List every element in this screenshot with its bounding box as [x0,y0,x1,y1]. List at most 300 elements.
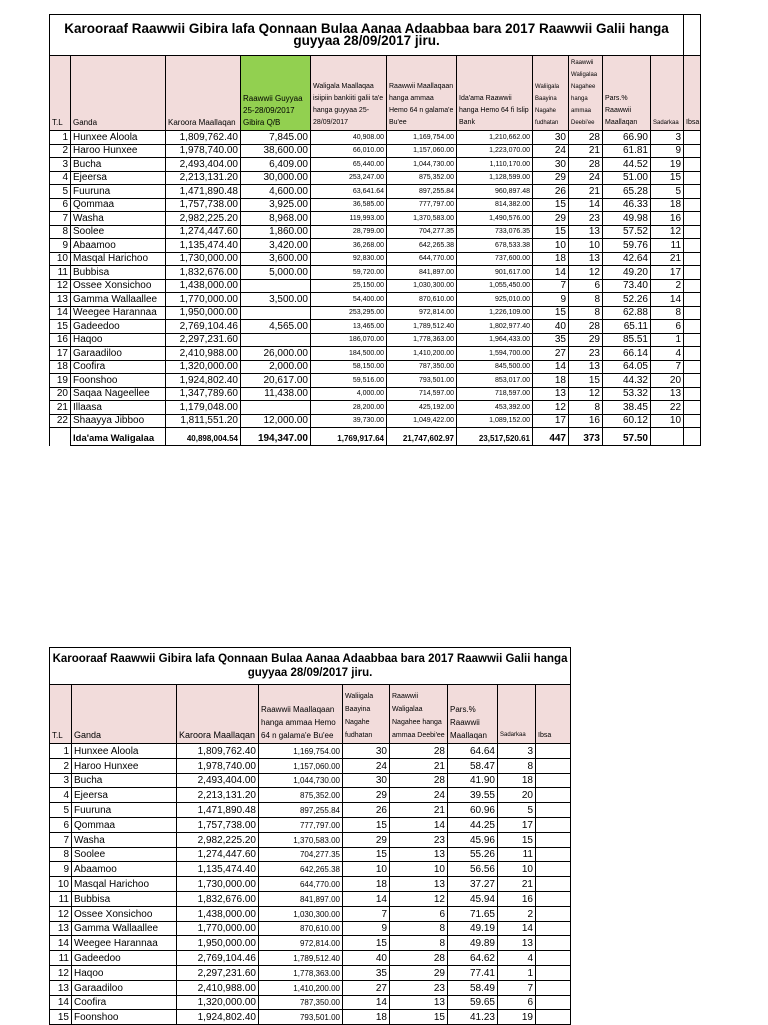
table-cell: 3,500.00 [241,293,311,307]
ganda-cell: Soolee [71,225,166,239]
ibsa-cell [684,387,701,401]
table-cell: 55.26 [448,847,498,862]
table-cell: 21 [390,803,448,818]
table-cell: 10 [533,239,569,253]
table-cell: 2,297,231.60 [177,965,259,980]
table-cell: 14 [343,891,390,906]
table-cell: 28 [390,773,448,788]
table-cell: 29 [390,965,448,980]
table-cell: 64.62 [448,951,498,966]
ganda-cell: Bubbisa [71,266,166,280]
table-cell: 2,982,225.20 [166,212,241,226]
ganda-cell: Bucha [71,158,166,172]
table-cell: 20,617.00 [241,374,311,388]
table-cell: 845,500.00 [457,360,533,374]
table-cell: 59,720.00 [311,266,387,280]
table-cell: 77.41 [448,965,498,980]
table-cell: 49.89 [448,936,498,951]
table-cell: 16 [569,414,603,428]
table-cell: 1,594,700.00 [457,347,533,361]
ganda-cell: Fuuruna [72,803,177,818]
table-cell: 1,044,730.00 [259,773,343,788]
table-cell: 2,213,131.20 [166,171,241,185]
ganda-cell: Garaadiloo [72,980,177,995]
table-cell: 20 [50,387,71,401]
table-cell: 6,409.00 [241,158,311,172]
total-karoora: 40,898,004.54 [166,428,241,446]
table-cell: 1,950,000.00 [177,936,259,951]
table-cell: 1,370,583.00 [387,212,457,226]
table-cell: 13 [50,293,71,307]
table-cell: 28,799.00 [311,225,387,239]
table-row [50,320,701,334]
table-cell: 21 [569,144,603,158]
ibsa-cell [684,239,701,253]
table-cell: 14 [533,360,569,374]
ganda-cell: Haqoo [71,333,166,347]
table-title: Karooraaf Raawwii Gibira lafa Qonnaan Bulaa Aanaa Adaabbaa bara 2017 Raawwii Galii hanga guyyaa 28/09/2017 jiru. [50,648,571,685]
table-cell: 1,757,738.00 [177,817,259,832]
table-cell: 1,964,433.00 [457,333,533,347]
table-row [50,744,571,759]
table-row [50,266,701,280]
table-cell: 13 [651,387,684,401]
table-body [50,744,571,1025]
table-cell: 14 [498,921,536,936]
table-cell: 1,811,551.20 [166,414,241,428]
table-cell: 6 [569,279,603,293]
ibsa-cell [536,1010,571,1025]
table-cell: 1,730,000.00 [177,877,259,892]
table-cell: 23 [569,212,603,226]
table-cell: 15 [651,171,684,185]
table-cell: 30 [533,131,569,145]
ganda-cell: Ejeersa [72,788,177,803]
ganda-cell: Ejeersa [71,171,166,185]
table-cell: 777,797.00 [259,817,343,832]
table-cell: 1,471,890.48 [177,803,259,818]
table-cell: 10 [651,414,684,428]
table-cell: 21 [569,185,603,199]
table-cell: 21 [651,252,684,266]
ibsa-cell [684,360,701,374]
ganda-cell: Gamma Wallaallee [72,921,177,936]
table-cell: 4,000.00 [311,387,387,401]
table-cell: 3,600.00 [241,252,311,266]
table-cell: 7 [651,360,684,374]
ganda-cell: Weegee Harannaa [72,936,177,951]
table-row [50,360,701,374]
table-cell: 1,223,070.00 [457,144,533,158]
table-cell: 14 [50,936,72,951]
ganda-cell: Saqaa Nageellee [71,387,166,401]
table-cell: 853,017.00 [457,374,533,388]
column-header: Raawwii Waligalaa Nagahee hanga ammaa Deebi'ee [390,685,448,744]
table-cell: 1,135,474.40 [166,239,241,253]
ganda-cell: Masqal Harichoo [71,252,166,266]
table-cell: 44.52 [603,158,651,172]
table-cell: 793,501.00 [259,1010,343,1025]
table-cell: 49.20 [603,266,651,280]
table-cell: 66.14 [603,347,651,361]
table-row [50,131,701,145]
table-cell: 18 [498,773,536,788]
ibsa-cell [536,847,571,862]
summary-table-2 [49,647,571,1025]
table-cell: 1,226,109.00 [457,306,533,320]
ganda-cell: Qommaa [72,817,177,832]
table-cell: 2,493,404.00 [166,158,241,172]
ganda-cell: Illaasa [71,401,166,415]
table-cell: 13 [390,847,448,862]
table-cell: 22 [651,401,684,415]
table-cell: 12 [569,266,603,280]
ibsa-cell [536,891,571,906]
table-cell: 12 [569,387,603,401]
table-row [50,832,571,847]
table-cell: 1,157,060.00 [387,144,457,158]
table-cell: 1,169,754.00 [387,131,457,145]
table-cell: 29 [343,788,390,803]
table-cell: 21 [498,877,536,892]
ganda-cell: Coofira [71,360,166,374]
table-cell: 7 [50,832,72,847]
ganda-cell: Abaamoo [71,239,166,253]
table-cell: 1 [651,333,684,347]
table-cell: 19 [651,158,684,172]
table-cell: 14 [50,995,72,1010]
table-cell: 425,192.00 [387,401,457,415]
table-cell: 6 [50,817,72,832]
table-cell: 44.25 [448,817,498,832]
table-cell: 15 [343,817,390,832]
table-row [50,817,571,832]
table-cell: 2 [498,906,536,921]
table-cell: 10 [498,862,536,877]
table-cell: 13 [498,936,536,951]
table-cell: 7 [533,279,569,293]
table-cell: 1,770,000.00 [177,921,259,936]
ibsa-cell [684,414,701,428]
table-cell: 733,076.35 [457,225,533,239]
ibsa-cell [536,832,571,847]
table-cell: 8 [390,921,448,936]
column-header: Ibsa [684,56,701,131]
table-cell: 13 [50,921,72,936]
ibsa-cell [536,951,571,966]
ibsa-cell [684,333,701,347]
table-cell: 14 [533,266,569,280]
table-cell: 28 [390,744,448,759]
table-cell: 1,832,676.00 [166,266,241,280]
ganda-cell: Garaadiloo [71,347,166,361]
table-cell: 1 [50,744,72,759]
total-row [50,428,701,446]
ibsa-cell [536,788,571,803]
column-header: Sadarkaa [651,56,684,131]
table-cell: 3,925.00 [241,198,311,212]
ganda-cell: Haroo Hunxee [71,144,166,158]
table-cell: 1,274,447.60 [177,847,259,862]
table-cell: 793,501.00 [387,374,457,388]
ibsa-cell [536,817,571,832]
ganda-cell: Hunxee Aloola [72,744,177,759]
column-header: Waliigala Baayina Nagahe fudhatan [533,56,569,131]
table-cell: 12 [50,965,72,980]
table-cell: 18 [343,877,390,892]
table-cell: 787,350.00 [259,995,343,1010]
table-cell: 18 [651,198,684,212]
column-header: T.L [50,56,71,131]
table-row [50,401,701,415]
table-cell: 787,350.00 [387,360,457,374]
column-header: Sadarkaa [498,685,536,744]
total-hemo: 21,747,602.97 [387,428,457,446]
table-cell: 28 [569,320,603,334]
table-cell: 37.27 [448,877,498,892]
ganda-cell: Abaamoo [72,862,177,877]
table-cell: 15 [569,374,603,388]
table-cell: 1,778,363.00 [259,965,343,980]
total-idaama: 23,517,520.61 [457,428,533,446]
table-cell: 28 [569,158,603,172]
ganda-cell: Washa [72,832,177,847]
table-cell: 18 [50,360,71,374]
table-cell: 29 [533,171,569,185]
table-cell: 36,585.00 [311,198,387,212]
table-cell: 841,897.00 [387,266,457,280]
table-cell: 1,049,422.00 [387,414,457,428]
table-cell: 184,500.00 [311,347,387,361]
table-cell: 66,010.00 [311,144,387,158]
table-row [50,347,701,361]
table-row [50,906,571,921]
table-cell: 1,157,060.00 [259,758,343,773]
table-cell: 15 [533,198,569,212]
table-cell: 1,030,300.00 [387,279,457,293]
table-cell: 3 [498,744,536,759]
table-cell: 1,860.00 [241,225,311,239]
table-cell: 1 [50,131,71,145]
ibsa-cell [684,279,701,293]
table-cell: 17 [533,414,569,428]
table-cell: 24 [569,171,603,185]
table-cell: 12 [651,225,684,239]
ganda-cell: Ossee Xonsichoo [72,906,177,921]
ibsa-cell [684,374,701,388]
column-header: Raawwii Maallaqaan hanga ammaa Hemo 64 n galama'e Bu'ee [259,685,343,744]
ganda-cell: Foonshoo [72,1010,177,1025]
table-cell: 897,255.84 [387,185,457,199]
table-cell: 960,897.48 [457,185,533,199]
table-cell: 18 [343,1010,390,1025]
ganda-cell: Bucha [72,773,177,788]
table-cell: 737,600.00 [457,252,533,266]
table-cell: 642,265.38 [387,239,457,253]
table-cell: 24 [343,758,390,773]
table-cell: 678,533.38 [457,239,533,253]
table-cell: 1,438,000.00 [177,906,259,921]
table-cell: 65.11 [603,320,651,334]
table-cell: 65,440.00 [311,158,387,172]
table-cell: 66.90 [603,131,651,145]
table-cell: 45.96 [448,832,498,847]
ganda-cell: Weegee Harannaa [71,306,166,320]
table-row [50,198,701,212]
ibsa-cell [684,347,701,361]
table-cell: 814,382.00 [457,198,533,212]
table-cell: 2 [651,279,684,293]
table-cell: 897,255.84 [259,803,343,818]
ibsa-cell [684,131,701,145]
table-cell: 63,641.64 [311,185,387,199]
table-cell: 4 [498,951,536,966]
table-cell: 14 [50,306,71,320]
table-cell: 777,797.00 [387,198,457,212]
table-cell: 3 [651,131,684,145]
table-cell: 1,471,890.48 [166,185,241,199]
table-cell: 453,392.00 [457,401,533,415]
table-cell: 40 [343,951,390,966]
table-cell: 9 [50,239,71,253]
table-row [50,951,571,966]
table-cell: 15 [498,832,536,847]
ibsa-cell [536,877,571,892]
table-cell: 1,770,000.00 [166,293,241,307]
table-cell: 8 [50,225,71,239]
table-cell: 1,169,754.00 [259,744,343,759]
table-cell: 4 [651,347,684,361]
ibsa-cell [684,252,701,266]
table-cell: 186,070.00 [311,333,387,347]
table-cell: 1,924,802.40 [166,374,241,388]
table-row [50,965,571,980]
table-cell: 29 [343,832,390,847]
table-cell: 23 [390,832,448,847]
total-label: Ida'ama Waligalaa [71,428,166,446]
table-cell: 15 [390,1010,448,1025]
table-cell: 54,400.00 [311,293,387,307]
table-cell: 704,277.35 [259,847,343,862]
table-cell [241,279,311,293]
table-cell: 875,352.00 [259,788,343,803]
table-row [50,171,701,185]
table-cell: 38,600.00 [241,144,311,158]
table-cell: 11 [50,266,71,280]
table-cell [241,333,311,347]
ganda-cell: Washa [71,212,166,226]
table-row [50,921,571,936]
table-cell: 15 [533,225,569,239]
table-cell: 5 [498,803,536,818]
table-cell: 1,089,152.00 [457,414,533,428]
table-cell: 4 [50,171,71,185]
column-header: Pars.% Raawwii Maallaqan [603,56,651,131]
ibsa-cell [684,185,701,199]
column-header: Ida'ama Raawwii hanga Hemo 64 fi Islip Bank [457,56,533,131]
table-cell: 2 [50,758,72,773]
table-cell: 60.12 [603,414,651,428]
column-header: Raawwii Guyyaa 25-28/09/2017 Gibira Q/B [241,56,311,131]
table-cell: 27 [533,347,569,361]
table-cell: 8 [569,306,603,320]
table-cell: 64.05 [603,360,651,374]
ganda-cell: Qommaa [71,198,166,212]
table-cell: 5,000.00 [241,266,311,280]
table-cell: 875,352.00 [387,171,457,185]
table-body [50,131,701,428]
table-cell: 46.33 [603,198,651,212]
table-cell: 9 [50,862,72,877]
table-cell: 870,610.00 [259,921,343,936]
table-cell: 1,778,363.00 [387,333,457,347]
ibsa-cell [684,306,701,320]
table-title: Karooraaf Raawwii Gibira lafa Qonnaan Bulaa Aanaa Adaabbaa bara 2017 Raawwii Galii hanga guyyaa 28/09/2017 jiru. [50,15,684,56]
table-cell: 24 [390,788,448,803]
ibsa-cell [684,401,701,415]
table-cell: 15 [343,936,390,951]
table-cell: 10 [50,252,71,266]
table-row [50,212,701,226]
column-header: Ganda [72,685,177,744]
table-cell: 119,993.00 [311,212,387,226]
ibsa-cell [684,293,701,307]
table-row [50,773,571,788]
table-cell [241,306,311,320]
table-cell: 16 [651,212,684,226]
table-cell: 29 [569,333,603,347]
table-cell: 44.32 [603,374,651,388]
table-cell: 870,610.00 [387,293,457,307]
ibsa-cell [684,225,701,239]
ganda-cell: Ossee Xonsichoo [71,279,166,293]
total-pars: 57.50 [603,428,651,446]
table-cell: 58.49 [448,980,498,995]
table-cell: 15 [343,847,390,862]
ganda-cell: Bubbisa [72,891,177,906]
table-cell: 23 [569,347,603,361]
table-cell: 2,000.00 [241,360,311,374]
table-cell: 9 [533,293,569,307]
table-cell: 2,213,131.20 [177,788,259,803]
table-cell: 1,789,512.40 [259,951,343,966]
table-cell: 9 [343,921,390,936]
table-cell: 11 [651,239,684,253]
table-cell: 1 [498,965,536,980]
table-cell: 2,769,104.46 [166,320,241,334]
table-cell: 972,814.00 [387,306,457,320]
table-cell: 59.76 [603,239,651,253]
table-cell: 62.88 [603,306,651,320]
ibsa-cell [684,144,701,158]
column-header: Raawwii Maallaqaan hanga ammaa Hemo 64 n galama'e Bu'ee [387,56,457,131]
table-cell: 11 [50,891,72,906]
table-cell: 73.40 [603,279,651,293]
column-header: Karoora Maallaqan [177,685,259,744]
table-cell: 13 [569,360,603,374]
table-cell: 2,769,104.46 [177,951,259,966]
table-cell: 1,809,762.40 [177,744,259,759]
table-cell: 1,789,512.40 [387,320,457,334]
table-cell: 718,597.00 [457,387,533,401]
table-cell: 21 [50,401,71,415]
table-cell: 1,030,300.00 [259,906,343,921]
table-cell: 65.28 [603,185,651,199]
table-cell: 12 [50,906,72,921]
table-title-row [50,15,701,56]
table-row [50,225,701,239]
ganda-cell: Shaayya Jibboo [71,414,166,428]
